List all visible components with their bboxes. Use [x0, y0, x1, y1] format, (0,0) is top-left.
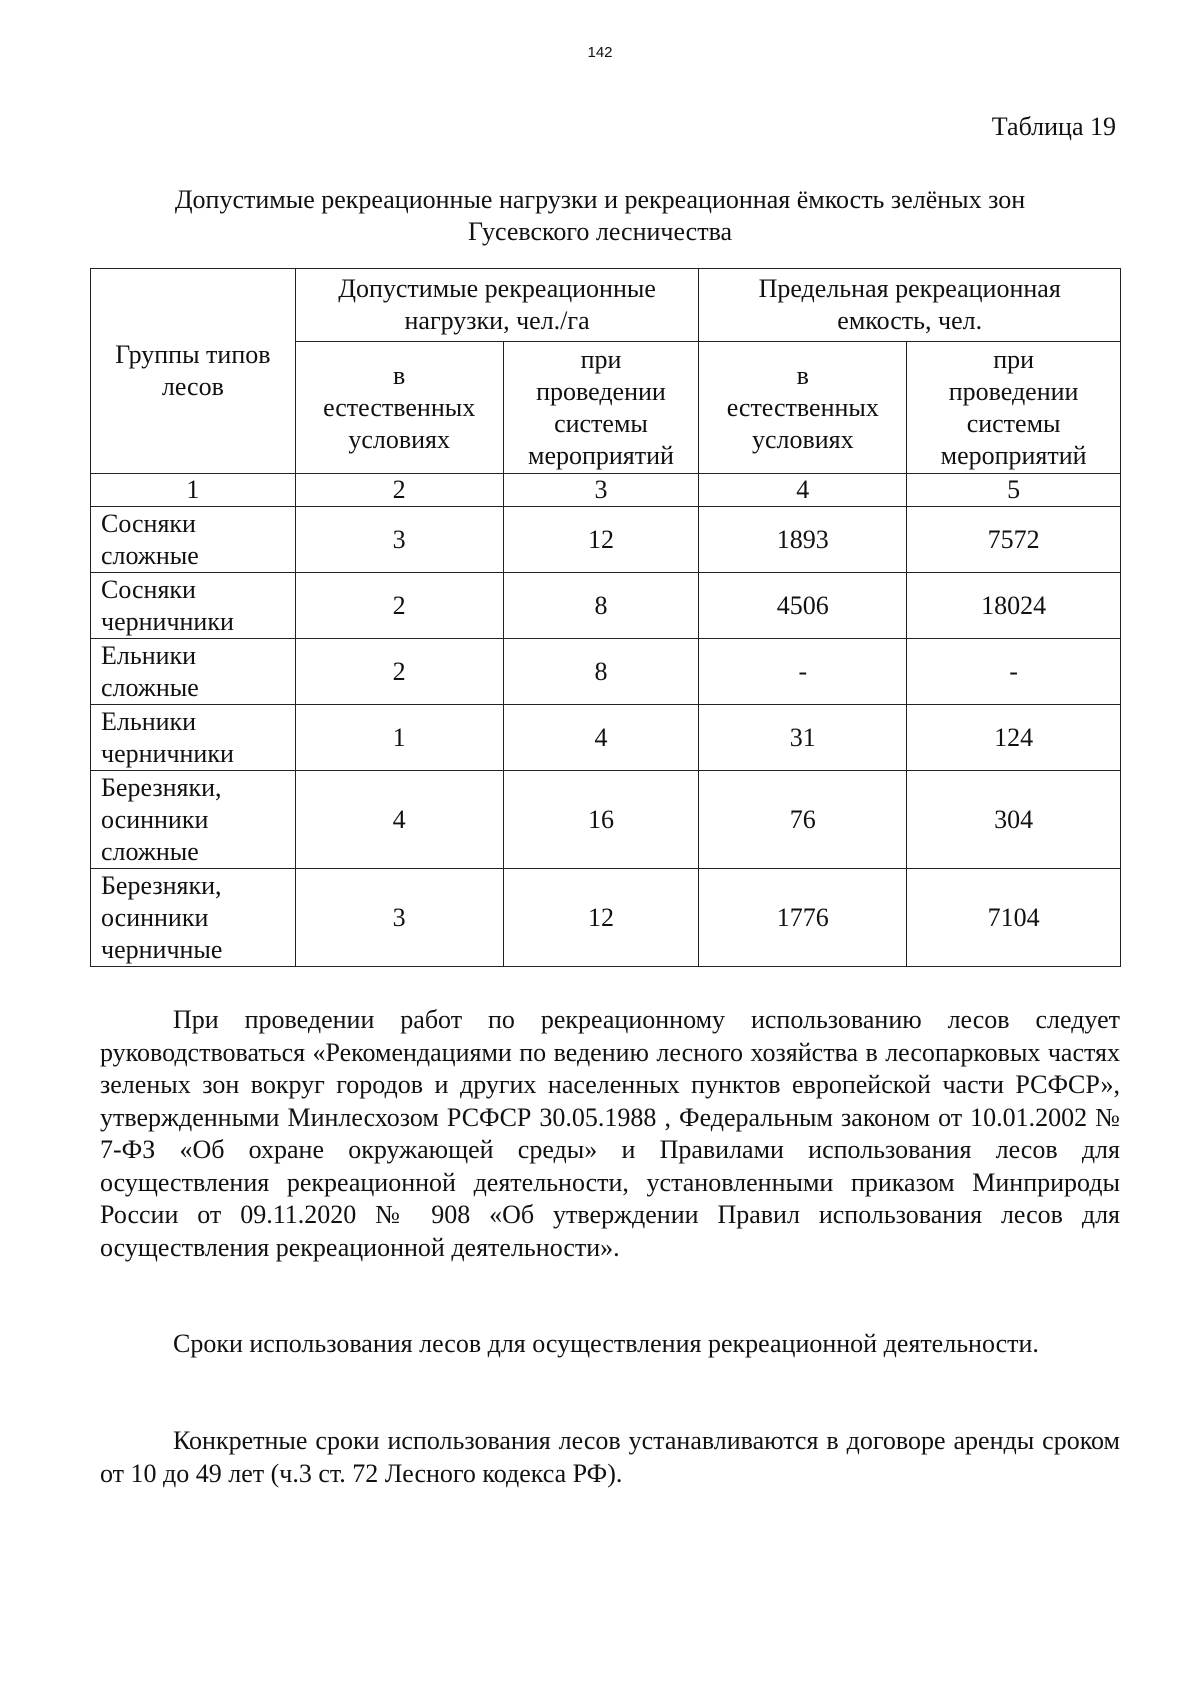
- paragraph-text: Сроки использования лесов для осуществления рекреационной деятельности.: [173, 1329, 1039, 1358]
- load-measures: 8: [503, 573, 699, 639]
- column-number: 3: [503, 474, 699, 507]
- paragraph-regulations: [100, 1004, 1120, 1264]
- name-line: сложные: [101, 672, 199, 702]
- header-line: системы: [554, 408, 648, 438]
- header-line: системы: [966, 408, 1061, 438]
- load-natural: 2: [295, 573, 503, 639]
- load-natural: 4: [295, 771, 503, 869]
- table-row: [91, 869, 1121, 967]
- forest-group-name: [91, 705, 296, 771]
- load-natural: 3: [295, 869, 503, 967]
- table-row: [91, 705, 1121, 771]
- header-line: мероприятий: [527, 440, 674, 470]
- name-line: сложные: [101, 540, 199, 570]
- load-natural: 2: [295, 639, 503, 705]
- column-number: 4: [699, 474, 907, 507]
- table-title-line: Гусевского лесничества: [467, 217, 733, 246]
- forest-group-name: [91, 869, 296, 967]
- name-line: Сосняки: [101, 574, 196, 604]
- forest-group-name: [91, 507, 296, 573]
- load-measures: 12: [503, 869, 699, 967]
- table-row: [91, 639, 1121, 705]
- name-line: черничные: [101, 934, 223, 964]
- subheader-natural: [295, 342, 503, 474]
- load-measures: 4: [503, 705, 699, 771]
- paragraph-text: При проведении работ по рекреационному использованию лесов следует руководствоваться «Рекомендациями по ведению лесного хозяйства в лесопарковых частях зеленых зон вокруг городов и других населенных пунктов европейской части РСФСР», утвержденными Минлесхозом РСФСР 30.05.1988 , Федеральным законом от 10.01.2002 № 7-ФЗ «Об охране окружающей среды» и Правилами использования лесов для осуществления рекреационной деятельности, установленными приказом Минприроды России от 09.11.2020 № 908 «Об утверждении Правил использования лесов для осуществления рекреационной деятельности».: [100, 1005, 1120, 1262]
- header-line: в: [796, 360, 809, 390]
- header-line: условиях: [751, 424, 854, 454]
- data-table: [90, 268, 1121, 967]
- capacity-measures: 7104: [907, 869, 1121, 967]
- forest-group-name: [91, 771, 296, 869]
- subheader-measures: [503, 342, 699, 474]
- header-line: нагрузки, чел./га: [404, 306, 590, 335]
- load-measures: 8: [503, 639, 699, 705]
- header-line: Предельная рекреационная: [758, 274, 1061, 303]
- group-header: [91, 269, 296, 474]
- name-line: осинники: [101, 804, 209, 834]
- capacity-natural: 4506: [699, 573, 907, 639]
- name-line: Ельники: [101, 640, 197, 670]
- subheader-measures: [907, 342, 1121, 474]
- forest-group-name: [91, 573, 296, 639]
- name-line: сложные: [101, 836, 199, 866]
- capacity-measures: 304: [907, 771, 1121, 869]
- header-line: при: [993, 344, 1035, 374]
- column-number: 2: [295, 474, 503, 507]
- loads-header: [295, 269, 699, 342]
- page-number: 142: [587, 44, 613, 61]
- capacity-natural: 1893: [699, 507, 907, 573]
- column-number: 1: [91, 474, 296, 507]
- capacity-natural: 76: [699, 771, 907, 869]
- header-line: емкость, чел.: [837, 306, 983, 335]
- column-number-row: [91, 474, 1121, 507]
- capacity-natural: 31: [699, 705, 907, 771]
- header-line: при: [580, 344, 622, 374]
- table-row: [91, 507, 1121, 573]
- load-natural: 3: [295, 507, 503, 573]
- capacity-header: [699, 269, 1121, 342]
- name-line: черничники: [101, 606, 234, 636]
- header-line: мероприятий: [940, 440, 1087, 470]
- name-line: Сосняки: [101, 508, 196, 538]
- load-measures: 12: [503, 507, 699, 573]
- paragraph-text: Конкретные сроки использования лесов устанавливаются в договоре аренды сроком от 10 до 49 лет (ч.3 ст. 72 Лесного кодекса РФ).: [100, 1426, 1120, 1488]
- table-title: [100, 184, 1100, 248]
- name-line: Березняки,: [101, 772, 222, 802]
- capacity-natural: 1776: [699, 869, 907, 967]
- capacity-measures: 18024: [907, 573, 1121, 639]
- table-row: [91, 771, 1121, 869]
- header-line: естественных: [726, 392, 879, 422]
- capacity-measures: 7572: [907, 507, 1121, 573]
- header-line: Группы типов: [115, 340, 271, 369]
- capacity-natural: -: [699, 639, 907, 705]
- subheader-natural: [699, 342, 907, 474]
- header-line: проведении: [948, 376, 1079, 406]
- load-natural: 1: [295, 705, 503, 771]
- name-line: осинники: [101, 902, 209, 932]
- table-row: [91, 573, 1121, 639]
- load-measures: 16: [503, 771, 699, 869]
- column-number: 5: [907, 474, 1121, 507]
- paragraph-terms-heading: [100, 1328, 1120, 1361]
- header-line: проведении: [536, 376, 666, 406]
- header-line: условиях: [348, 424, 450, 454]
- header-line: лесов: [161, 372, 224, 401]
- forest-group-name: [91, 639, 296, 705]
- capacity-measures: -: [907, 639, 1121, 705]
- capacity-measures: 124: [907, 705, 1121, 771]
- name-line: Ельники: [101, 706, 197, 736]
- header-line: в: [393, 360, 406, 390]
- table-title-line: Допустимые рекреационные нагрузки и рекреационная ёмкость зелёных зон: [174, 185, 1026, 214]
- header-line: естественных: [323, 392, 476, 422]
- header-line: Допустимые рекреационные: [338, 274, 656, 303]
- name-line: Березняки,: [101, 870, 222, 900]
- paragraph-lease-terms: [100, 1425, 1120, 1490]
- name-line: черничники: [101, 738, 234, 768]
- table-label: Таблица 19: [991, 112, 1116, 141]
